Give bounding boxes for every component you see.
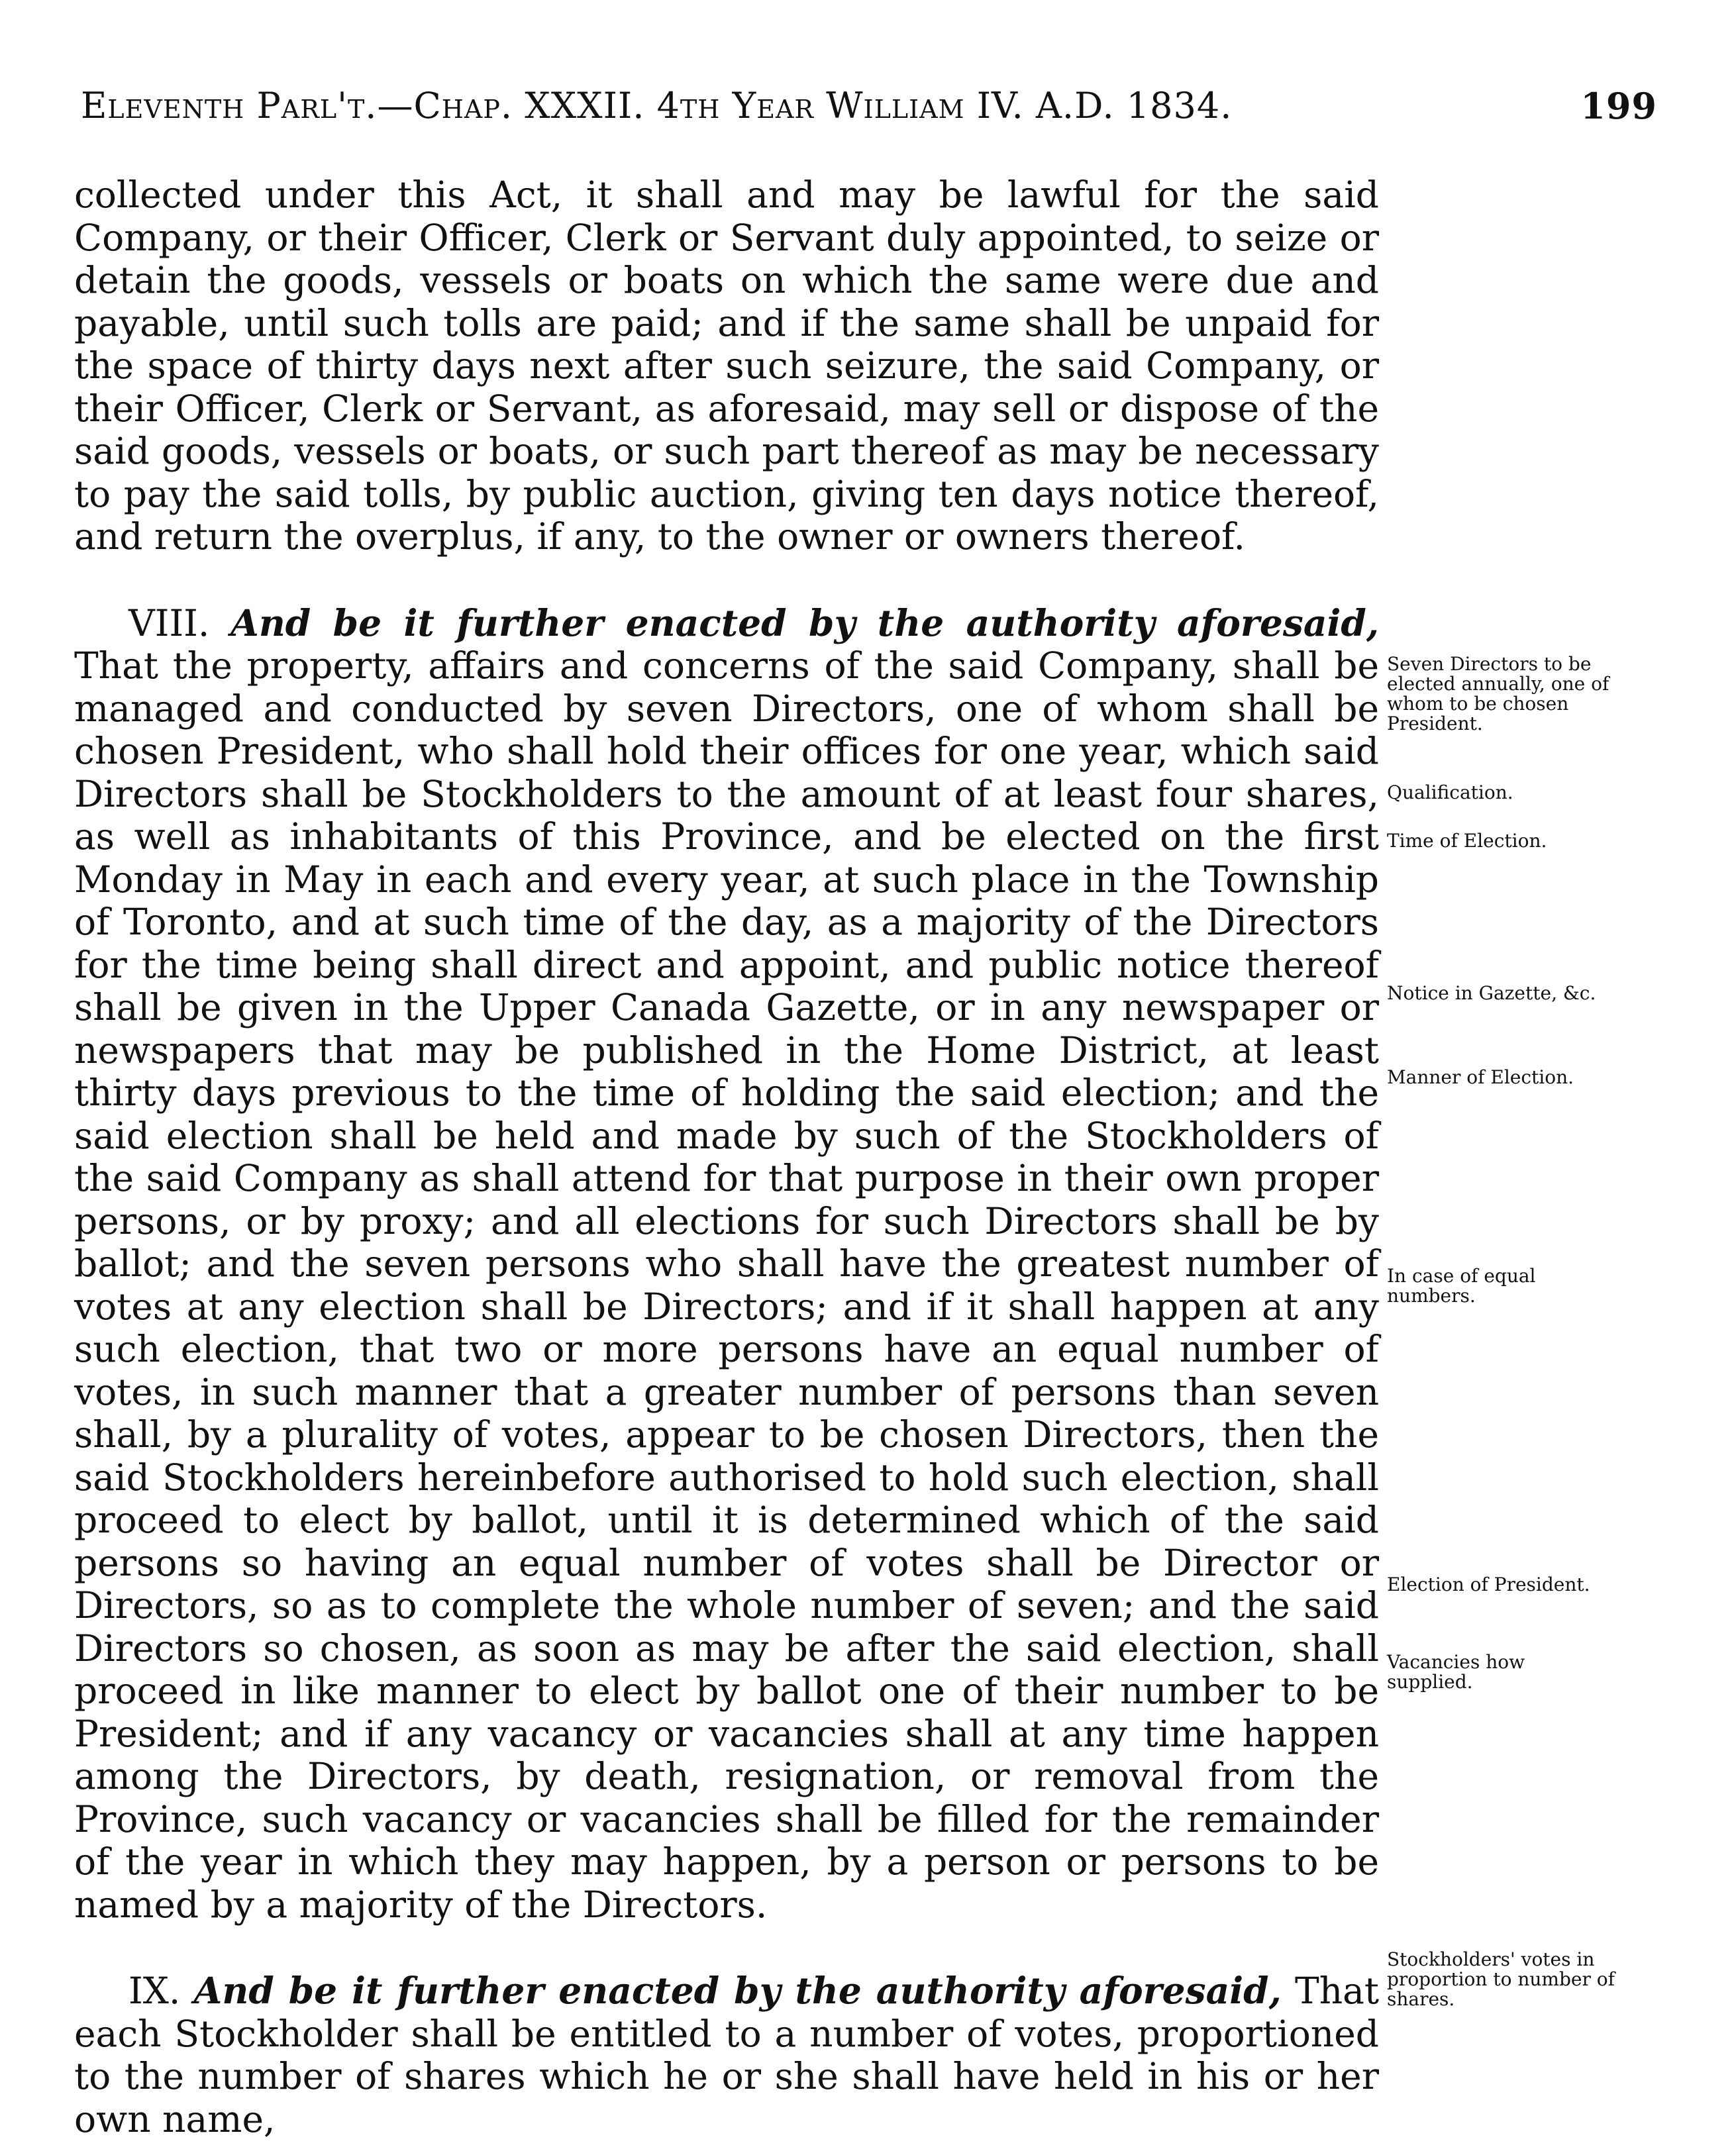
marginal-note-vacancies: Vacancies how supplied. — [1387, 1651, 1525, 1693]
marginal-note-equal-numbers: In case of equal numbers. — [1387, 1265, 1536, 1307]
main-text — [74, 174, 1379, 2140]
paragraph-text: That each Stockholder shall be entitled to a number of votes, proportioned to the number of shares which he or she shall have held in his or her own name, — [74, 1970, 1380, 2140]
section-ix — [74, 1970, 1379, 2140]
marginal-note-qualification: Qualification. — [1387, 781, 1513, 803]
marginal-note-time-of-election: Time of Election. — [1387, 830, 1547, 852]
running-head-title: Eleventh Parl't.—Chap. XXXII. 4th Year William IV. A.D. 1834. — [81, 85, 1233, 126]
marginal-note-stockholders-votes: Stockholders' votes in proportion to number of shares. — [1387, 1948, 1615, 2010]
paragraph-text: That the property, affairs and concerns of the said Company, shall be managed and conducted by seven Directors, one of whom shall be chosen President, who shall hold their offices for one year, which said Directors shall be Stockholders to the amount of at least four shares, as well as inhabitants of this Province, and be elected on the first Monday in May in each and every year, at such place in the Township of Toronto, and at such time of the day, as a majority of the Directors for the time being shall direct and appoint, and public notice thereof shall be given in the Upper Canada Gazette, or in any newspaper or newspapers that may be published in the Home District, at least thirty days previous to the time of holding the said election; and the said election shall be held and made by such of the Stockholders of the said Company as shall attend for that purpose in their own proper persons, or by proxy; and all elections for such Directors shall be by ballot; and the seven persons who shall have the greatest number of votes at any election shall be Directors; and if it shall happen at any such election, that two or more persons have an equal number of votes, in such manner that a greater number of persons than seven shall, by a plurality of votes, appear to be chosen Directors, then the said Stockholders hereinbefore authorised to hold such election, shall proceed to elect by ballot, until it is determined which of the said persons so having an equal number of votes shall be Director or Directors, so as to complete the whole number of seven; and the said Directors so chosen, as soon as may be after the said election, shall proceed in like manner to elect by ballot one of their number to be President; and if any vacancy or vacancies shall at any time happen among the Directors, by death, resignation, or removal from the Province, such vacancy or vacancies shall be filled for the remainder of the year in which they may happen, by a person or persons to be named by a majority of the Directors. — [74, 644, 1379, 1926]
marginal-note-election-of-president: Election of President. — [1387, 1574, 1590, 1595]
paragraph-continued — [74, 174, 1379, 558]
page-number: 199 — [1580, 85, 1657, 127]
section-number: IX. — [128, 1970, 181, 2012]
enacting-clause: And be it further enacted by the authority aforesaid, — [193, 1969, 1282, 2012]
enacting-clause: And be it further enacted by the authority aforesaid, — [230, 601, 1379, 644]
section-viii — [74, 602, 1379, 1927]
marginal-note-notice: Notice in Gazette, &c. — [1387, 982, 1596, 1004]
marginal-notes — [1387, 0, 1665, 2155]
marginal-note-manner-of-election: Manner of Election. — [1387, 1066, 1574, 1088]
section-number: VIII. — [128, 601, 210, 644]
marginal-note-directors: Seven Directors to be elected annually, one of whom to be chosen President. — [1387, 653, 1609, 734]
paragraph-text: collected under this Act, it shall and may be lawful for the said Company, or their Officer, Clerk or Servant duly appointed, to seize or detain the goods, vessels or boats on which the same were due and payable, until such tolls are paid; and if the same shall be unpaid for the space of thirty days next after such seizure, the said Company, or their Officer, Clerk or Servant, as aforesaid, may sell or dispose of the said goods, vessels or boats, or such part thereof as may be necessary to pay the said tolls, by public auction, giving ten days notice thereof, and return the overplus, if any, to the owner or owners thereof. — [74, 174, 1379, 558]
